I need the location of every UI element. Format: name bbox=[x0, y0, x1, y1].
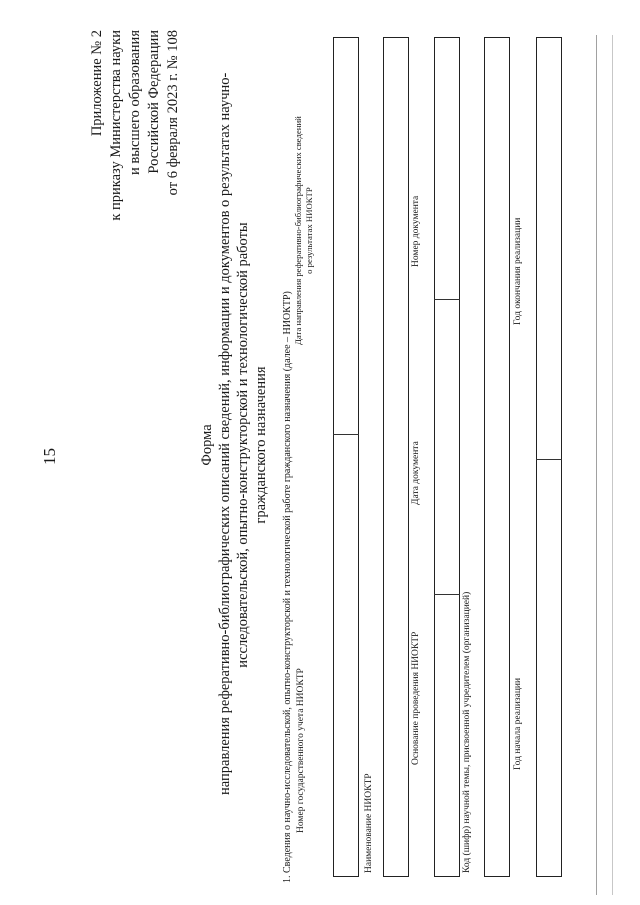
appendix-line: Приложение № 2 bbox=[89, 30, 105, 137]
topic-code-field[interactable] bbox=[484, 37, 510, 877]
field-divider bbox=[434, 594, 460, 595]
field-divider bbox=[434, 299, 460, 300]
appendix-line: Российской Федерации bbox=[146, 30, 162, 174]
doc-date-label: Дата документа bbox=[411, 441, 421, 505]
appendix-header bbox=[88, 30, 183, 221]
form-title-line: исследовательской, опытно-конструкторской и технологической работы bbox=[235, 222, 251, 668]
form-title-line: гражданского назначения bbox=[253, 366, 269, 524]
basis-label: Основание проведения НИОКТР bbox=[411, 631, 421, 765]
page-number: 15 bbox=[40, 448, 59, 465]
submission-date-label: Дата направления реферативно-библиографических сведений о результатах НИОКТР bbox=[293, 116, 314, 345]
doc-number-label: Номер документа bbox=[411, 195, 421, 267]
registration-number-label: Номер государственного учета НИОКТР bbox=[296, 668, 306, 833]
name-label: Наименование НИОКТР bbox=[364, 773, 374, 873]
end-year-label: Год окончания реализации bbox=[513, 217, 523, 325]
form-heading: Форма bbox=[199, 424, 215, 466]
implementation-years-field[interactable] bbox=[536, 37, 562, 877]
section-title: 1. Сведения о научно-исследовательской, опытно-конструкторской и технологической работе гражданского назначения (далее – НИОКТР) bbox=[282, 291, 293, 883]
appendix-line: от 6 февраля 2023 г. № 108 bbox=[165, 30, 181, 196]
field-divider bbox=[536, 459, 562, 460]
scan-edge-line bbox=[612, 35, 613, 895]
scan-edge-line bbox=[596, 35, 597, 895]
field-divider bbox=[333, 434, 359, 435]
appendix-line: и высшего образования bbox=[127, 30, 143, 175]
name-field[interactable] bbox=[383, 37, 409, 877]
appendix-line: к приказу Министерства науки bbox=[108, 30, 124, 221]
basis-field[interactable] bbox=[434, 37, 460, 877]
start-year-label: Год начала реализации bbox=[513, 677, 523, 770]
registration-number-field[interactable] bbox=[333, 37, 359, 877]
form-title-line: направления реферативно-библиографических описаний сведений, информации и документов о результатах научно- bbox=[217, 72, 233, 795]
form-title bbox=[198, 72, 270, 795]
topic-code-label: Код (шифр) научной темы, присвоенной учредителем (организацией) bbox=[462, 591, 472, 873]
